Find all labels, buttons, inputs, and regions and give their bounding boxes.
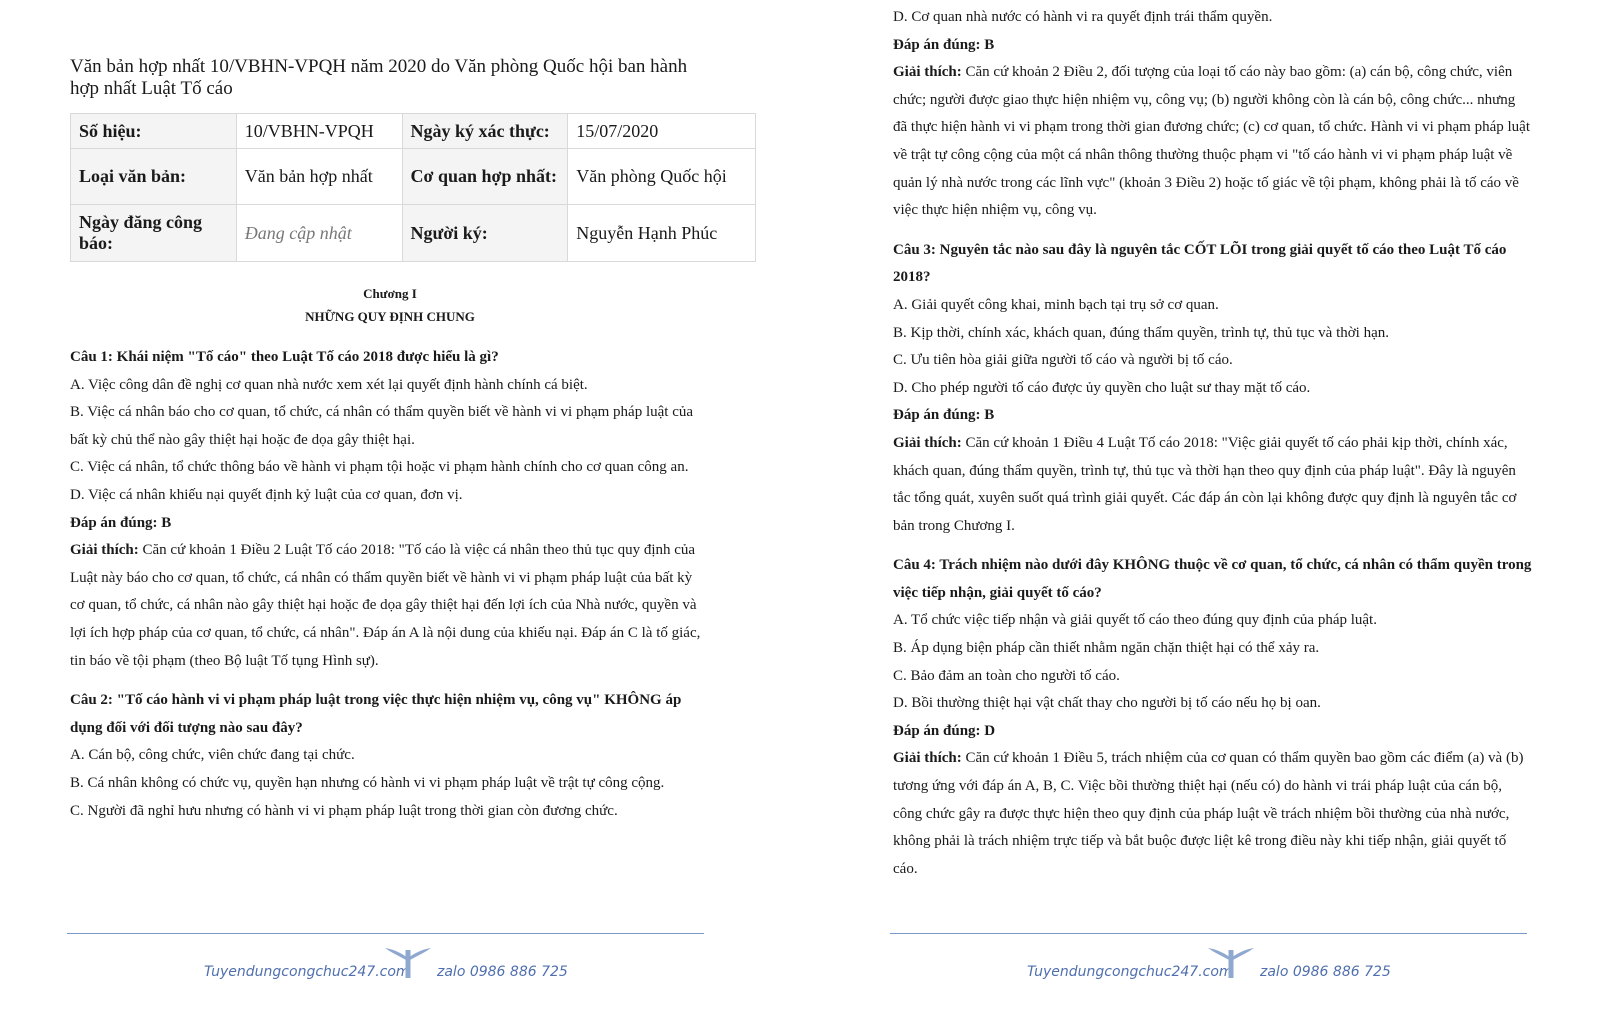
footer-website: Tuyendungcongchuc247.com (204, 964, 410, 980)
option-a: A. Cán bộ, công chức, viên chức đang tại chức. (70, 747, 355, 764)
brand-logo-icon (1206, 944, 1256, 980)
so-hieu-label: Số hiệu: (71, 114, 237, 149)
explanation (70, 537, 710, 675)
explanation-text: Căn cứ khoản 1 Điều 2 Luật Tố cáo 2018: "Tố cáo là việc cá nhân theo thủ tục quy định của Luật này báo cho cơ quan, tổ chức, cá nhân có thẩm quyền biết về hành vi vi phạm pháp luật của bất kỳ cơ quan, tổ chức, cá nhân nào gây thiệt hại hoặc đe dọa gây thiệt hại đến lợi ích của Nhà nước, quyền và lợi ích hợp pháp của cơ quan, tổ chức, cá nhân". Đáp án A là nội dung của khiếu nại. Đáp án C là tố giác, tin báo về tội phạm (theo Bộ luật Tố tụng Hình sự). (70, 542, 701, 669)
footer-divider (890, 933, 1527, 934)
ngay-dang-label: Ngày đăng công báo: (71, 205, 237, 262)
chapter-number: Chương I (363, 286, 417, 301)
right-content (893, 4, 1533, 883)
loai-van-ban-label: Loại văn bản: (71, 149, 237, 205)
correct-answer: Đáp án đúng: B (893, 407, 995, 424)
footer (63, 944, 703, 984)
ngay-dang-value: Đang cập nhật (236, 205, 402, 262)
footer-divider (67, 933, 704, 934)
option-a: A. Tổ chức việc tiếp nhận và giải quyết tố cáo theo đúng quy định của pháp luật. (893, 612, 1377, 629)
explanation (893, 745, 1533, 883)
left-content (70, 344, 710, 825)
explanation-text: Căn cứ khoản 2 Điều 2, đối tượng của loại tố cáo này bao gồm: (a) cán bộ, công chức, viên chức; người được giao thực hiện nhiệm vụ, công vụ; (b) người không còn là cán bộ, công chức... nhưng đã thực hiện hành vi vi phạm trong thời gian đương chức; (c) cơ quan, tổ chức. Hành vi vi phạm pháp luật về trật tự công cộng của một cá nhân thông thường thuộc phạm vi "tố cáo hành vi vi phạm pháp luật về quản lý nhà nước trong các lĩnh vực" (khoản 3 Điều 2) hoặc tố giác về tội phạm, không phải là tố cáo về việc thực hiện nhiệm vụ, công vụ. (893, 64, 1530, 219)
ngay-ky-label: Ngày ký xác thực: (402, 114, 568, 149)
question-3: Câu 3: Nguyên tắc nào sau đây là nguyên tắc CỐT LÕI trong giải quyết tố cáo theo Luật Tố cáo 2018? (893, 241, 1507, 286)
explanation (893, 59, 1533, 225)
option-b: B. Cá nhân không có chức vụ, quyền hạn nhưng có hành vi vi phạm pháp luật về trật tự công cộng. (70, 774, 665, 791)
option-d: D. Bồi thường thiệt hại vật chất thay cho người bị tố cáo nếu họ bị oan. (893, 695, 1321, 712)
option-d: D. Việc cá nhân khiếu nại quyết định kỷ luật của cơ quan, đơn vị. (70, 486, 463, 503)
explanation-label: Giải thích: (893, 434, 962, 451)
correct-answer: Đáp án đúng: D (893, 722, 996, 739)
explanation-text: Căn cứ khoản 1 Điều 5, trách nhiệm của cơ quan có thẩm quyền bao gồm các điểm (a) và (b) tương ứng với đáp án A, B, C. Việc bồi thường thiệt hại (nếu có) do hành vi trái pháp luật của cán bộ, công chức gây ra được thực hiện theo quy định của pháp luật về trách nhiệm bồi thường của nhà nước, không phải là trách nhiệm trực tiếp và bắt buộc được liệt kê trong điều này khi tiếp nhận, giải quyết tố cáo. (893, 750, 1524, 877)
correct-answer: Đáp án đúng: B (893, 36, 995, 53)
footer-zalo: zalo 0986 886 725 (437, 964, 568, 980)
explanation-label: Giải thích: (893, 64, 962, 81)
brand-logo-icon (383, 944, 433, 980)
explanation-label: Giải thích: (70, 542, 139, 559)
question-4: Câu 4: Trách nhiệm nào dưới đây KHÔNG thuộc về cơ quan, tổ chức, cá nhân có thẩm quyền trong việc tiếp nhận, giải quyết tố cáo? (893, 557, 1532, 601)
question-1: Câu 1: Khái niệm "Tố cáo" theo Luật Tố cáo 2018 được hiểu là gì? (70, 349, 499, 365)
option-b: B. Áp dụng biện pháp cần thiết nhằm ngăn chặn thiệt hại có thể xảy ra. (893, 640, 1320, 657)
explanation (893, 430, 1533, 540)
option-d: D. Cơ quan nhà nước có hành vi ra quyết định trái thẩm quyền. (893, 9, 1273, 25)
option-a: A. Giải quyết công khai, minh bạch tại trụ sở cơ quan. (893, 296, 1219, 313)
document-title: Văn bản hợp nhất 10/VBHN-VPQH năm 2020 do Văn phòng Quốc hội ban hành hợp nhất Luật Tố cáo (70, 56, 688, 99)
footer (886, 944, 1526, 984)
footer-zalo: zalo 0986 886 725 (1260, 964, 1391, 980)
option-b: B. Kịp thời, chính xác, khách quan, đúng thẩm quyền, trình tự, thủ tục và thời hạn. (893, 324, 1389, 341)
footer-website: Tuyendungcongchuc247.com (1027, 964, 1233, 980)
so-hieu-value: 10/VBHN-VPQH (236, 114, 402, 149)
co-quan-label: Cơ quan hợp nhất: (402, 149, 568, 205)
document-info-table (70, 113, 756, 262)
option-b: B. Việc cá nhân báo cho cơ quan, tổ chức, cá nhân có thẩm quyền biết về hành vi vi phạm pháp luật của bất kỳ chủ thể nào gây thiệt hại hoặc đe dọa gây thiệt hại. (70, 404, 694, 448)
chapter-title: NHỮNG QUY ĐỊNH CHUNG (305, 309, 475, 324)
option-d: D. Cho phép người tố cáo được ủy quyền cho luật sư thay mặt tố cáo. (893, 379, 1311, 396)
nguoi-ky-value: Nguyễn Hạnh Phúc (568, 205, 756, 262)
option-c: C. Việc cá nhân, tổ chức thông báo về hành vi phạm tội hoặc vi phạm hành chính cho cơ quan công an. (70, 459, 689, 476)
nguoi-ky-label: Người ký: (402, 205, 568, 262)
explanation-label: Giải thích: (893, 750, 962, 767)
option-c: C. Bảo đảm an toàn cho người tố cáo. (893, 667, 1120, 684)
ngay-ky-value: 15/07/2020 (568, 114, 756, 149)
correct-answer: Đáp án đúng: B (70, 514, 172, 531)
option-c: C. Ưu tiên hòa giải giữa người tố cáo và người bị tố cáo. (893, 352, 1233, 369)
option-a: A. Việc công dân đề nghị cơ quan nhà nước xem xét lại quyết định hành chính cá biệt. (70, 376, 588, 393)
loai-van-ban-value: Văn bản hợp nhất (236, 149, 402, 205)
explanation-text: Căn cứ khoản 1 Điều 4 Luật Tố cáo 2018: "Việc giải quyết tố cáo phải kịp thời, chính xác, khách quan, đúng thẩm quyền, trình tự, thủ tục và thời hạn theo quy định của pháp luật". Đây là nguyên tắc tổng quát, xuyên suốt quá trình giải quyết. Các đáp án còn lại không được quy định là nguyên tắc cơ bản trong Chương I. (893, 434, 1517, 534)
question-2: Câu 2: "Tố cáo hành vi vi phạm pháp luật trong việc thực hiện nhiệm vụ, công vụ" KHÔNG áp dụng đối với đối tượng nào sau đây? (70, 692, 682, 736)
option-c: C. Người đã nghỉ hưu nhưng có hành vi vi phạm pháp luật trong thời gian còn đương chức. (70, 802, 618, 819)
co-quan-value: Văn phòng Quốc hội (568, 149, 756, 205)
